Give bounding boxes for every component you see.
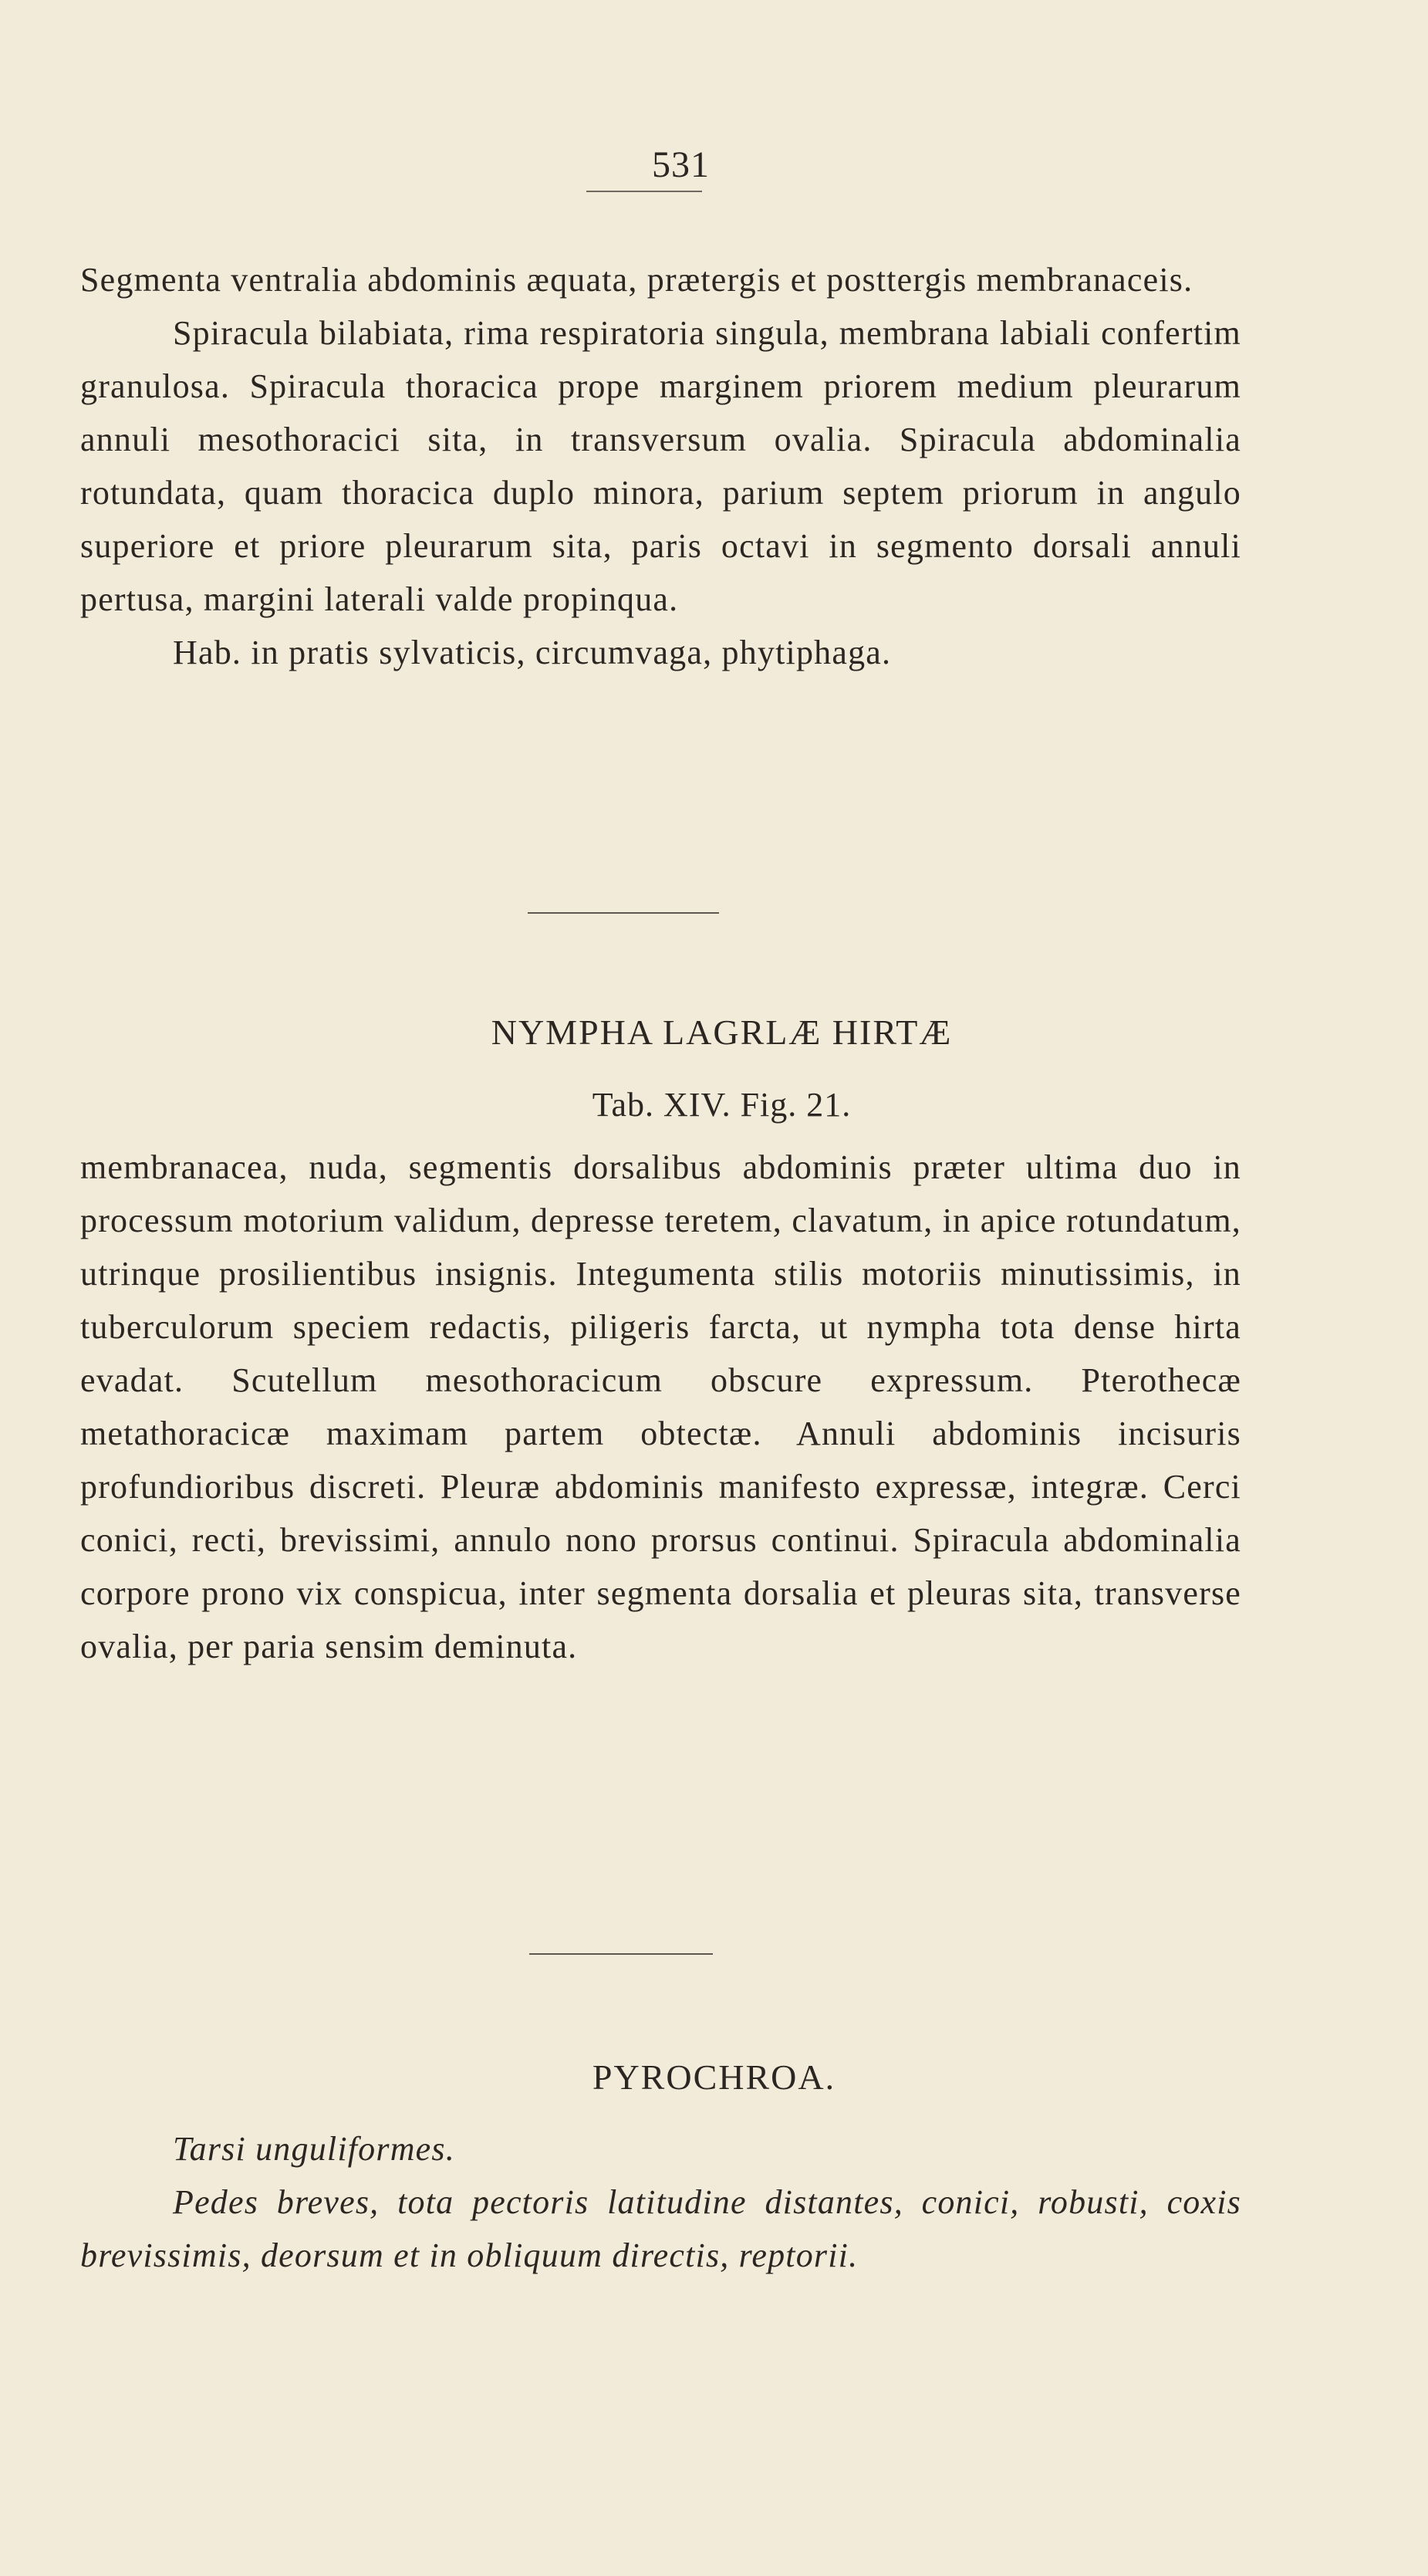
section-2-text [80,1141,1241,1673]
section-heading: NYMPHA LAGRLÆ HIRTÆ [491,1012,953,1052]
section-divider [529,1953,713,1955]
section-divider [528,912,719,914]
section-1-text [80,253,1241,679]
paragraph: Tarsi unguliformes. [173,2130,455,2168]
paragraph: Pedes breves, tota pectoris latitudine distantes, conici, robusti, coxis brevissimis, deorsum et in obliquum directis, reptorii. [80,2183,1241,2274]
paragraph: membranacea, nuda, segmentis dorsalibus abdominis præter ultima duo in processum motorium validum, depresse teretem, clavatum, in apice rotundatum, utrinque prosilientibus insignis. Integumenta stilis motoriis minutissimis, in tuberculorum speciem redactis, piligeris farcta, ut nympha tota dense hirta evadat. Scutellum mesothoracicum obscure expressum. Pterothecæ metathoracicæ maximam partem obtectæ. Annuli abdominis incisuris profundioribus discreti. Pleuræ abdominis manifesto expressæ, integræ. Cerci conici, recti, brevissimi, annulo nono prorsus continui. Spiracula abdominalia corpore prono vix conspicua, inter segmenta dorsalia et pleuras sita, transverse ovalia, per paria sensim deminuta. [80,1148,1241,1665]
page-number: 531 [652,144,710,185]
paragraph: Segmenta ventralia abdominis æquata, prætergis et posttergis membranaceis. [80,261,1193,299]
paragraph: Spiracula bilabiata, rima respiratoria singula, membrana labiali confertim granulosa. Spiracula thoracica prope marginem priorem medium pleurarum annuli mesothoracici sita, in transversum ovalia. Spiracula abdominalia rotundata, quam thoracica duplo minora, parium septem priorum in angulo superiore et priore pleurarum sita, paris octavi in segmento dorsali annuli pertusa, margini laterali valde propinqua. [80,314,1241,618]
section-3-text [80,2122,1241,2282]
page-number-rule [586,191,702,192]
section-subheading: Tab. XIV. Fig. 21. [592,1086,852,1124]
section-heading: PYROCHROA. [592,2057,836,2097]
paragraph: Hab. in pratis sylvaticis, circumvaga, phytiphaga. [173,634,892,671]
